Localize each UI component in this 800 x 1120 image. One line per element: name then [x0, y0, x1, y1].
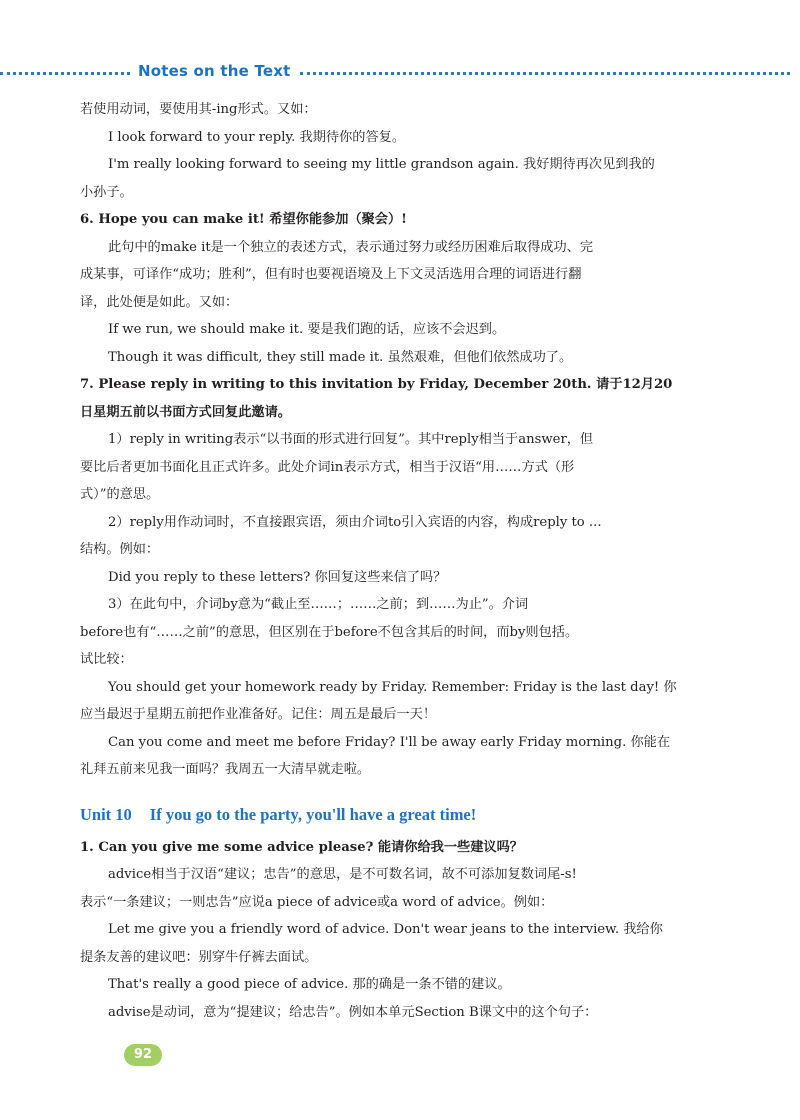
text-line: 译，此处便是如此。又如： [80, 294, 239, 310]
header-dotted-rule-right [300, 72, 790, 75]
text-line: 2）reply用作动词时，不直接跟宾语，须由介词to引入宾语的内容，构成reply to ... [108, 514, 602, 530]
text-line: advise是动词，意为“提建议；给忠告”。例如本单元Section B课文中的这个句子： [108, 1004, 598, 1020]
text-line: 要比后者更加书面化且正式许多。此处介词in表示方式，相当于汉语“用……方式（形 [80, 459, 575, 475]
text-line: Though it was difficult, they still made it. 虽然艰难，但他们依然成功了。 [108, 349, 573, 365]
text-line: 此句中的make it是一个独立的表述方式，表示通过努力或经历困难后取得成功、完 [108, 239, 594, 255]
page-body [80, 96, 700, 1026]
text-line: I look forward to your reply. 我期待你的答复。 [108, 129, 406, 145]
text-line: 应当最迟于星期五前把作业准备好。记住：周五是最后一天！ [80, 707, 437, 722]
text-line: You should get your homework ready by Friday. Remember: Friday is the last day! 你 [108, 679, 677, 695]
text-line: 1）reply in writing表示“以书面的形式进行回复”。其中reply相当于answer，但 [108, 432, 594, 447]
unit-title: If you go to the party, you'll have a great time! [149, 804, 477, 824]
text-line: Can you come and meet me before Friday? I'll be away early Friday morning. 你能在 [108, 734, 671, 750]
text-line: advice相当于汉语“建议；忠告”的意思，是不可数名词，故不可添加复数词尾-s! [108, 867, 577, 882]
text-line: 提条友善的建议吧：别穿牛仔裤去面试。 [80, 949, 318, 965]
note-heading-line: 1. Can you give me some advice please? 能请你给我一些建议吗？ [80, 839, 523, 855]
text-line: If we run, we should make it. 要是我们跑的话，应该不会迟到。 [108, 322, 506, 337]
header-dotted-rule-left [0, 72, 130, 75]
note-heading-line: 6. Hope you can make it! 希望你能参加（聚会）! [80, 212, 407, 227]
text-line: That's really a good piece of advice. 那的确是一条不错的建议。 [108, 977, 511, 992]
text-line: Did you reply to these letters? 你回复这些来信了吗？ [108, 569, 447, 585]
text-line: 小孙子。 [80, 184, 133, 200]
text-line: before也有“……之前”的意思，但区别在于before不包含其后的时间，而by则包括。 [80, 624, 579, 640]
notes-section [80, 96, 700, 784]
unit-heading [80, 802, 700, 828]
text-line: 若使用动词，要使用其-ing形式。又如： [80, 102, 317, 117]
header-title: Notes on the Text [138, 62, 291, 80]
text-line: 成某事，可译作“成功；胜利”，但有时也要视语境及上下文灵活选用合理的词语进行翻 [80, 267, 582, 282]
page-number: 92 [124, 1044, 162, 1066]
text-line: 3）在此句中，介词by意为“截止至……；……之前；到……为止”。介词 [108, 597, 529, 612]
unit-notes-section [80, 834, 700, 1027]
text-line: Let me give you a friendly word of advice. Don't wear jeans to the interview. 我给你 [108, 922, 663, 937]
text-line: I'm really looking forward to seeing my little grandson again. 我好期待再次见到我的 [108, 157, 655, 172]
text-line: 式）”的意思。 [80, 487, 160, 502]
unit-number: Unit 10 [80, 804, 132, 824]
note-heading-line: 日星期五前以书面方式回复此邀请。 [80, 404, 291, 420]
text-line: 结构。例如： [80, 542, 160, 557]
text-line: 表示“一条建议；一则忠告”应说a piece of advice或a word of advice。例如： [80, 894, 554, 910]
text-line: 试比较： [80, 652, 133, 667]
note-heading-line: 7. Please reply in writing to this invitation by Friday, December 20th. 请于12月20 [80, 377, 673, 392]
running-header [0, 62, 800, 86]
text-line: 礼拜五前来见我一面吗？我周五一大清早就走啦。 [80, 762, 371, 777]
